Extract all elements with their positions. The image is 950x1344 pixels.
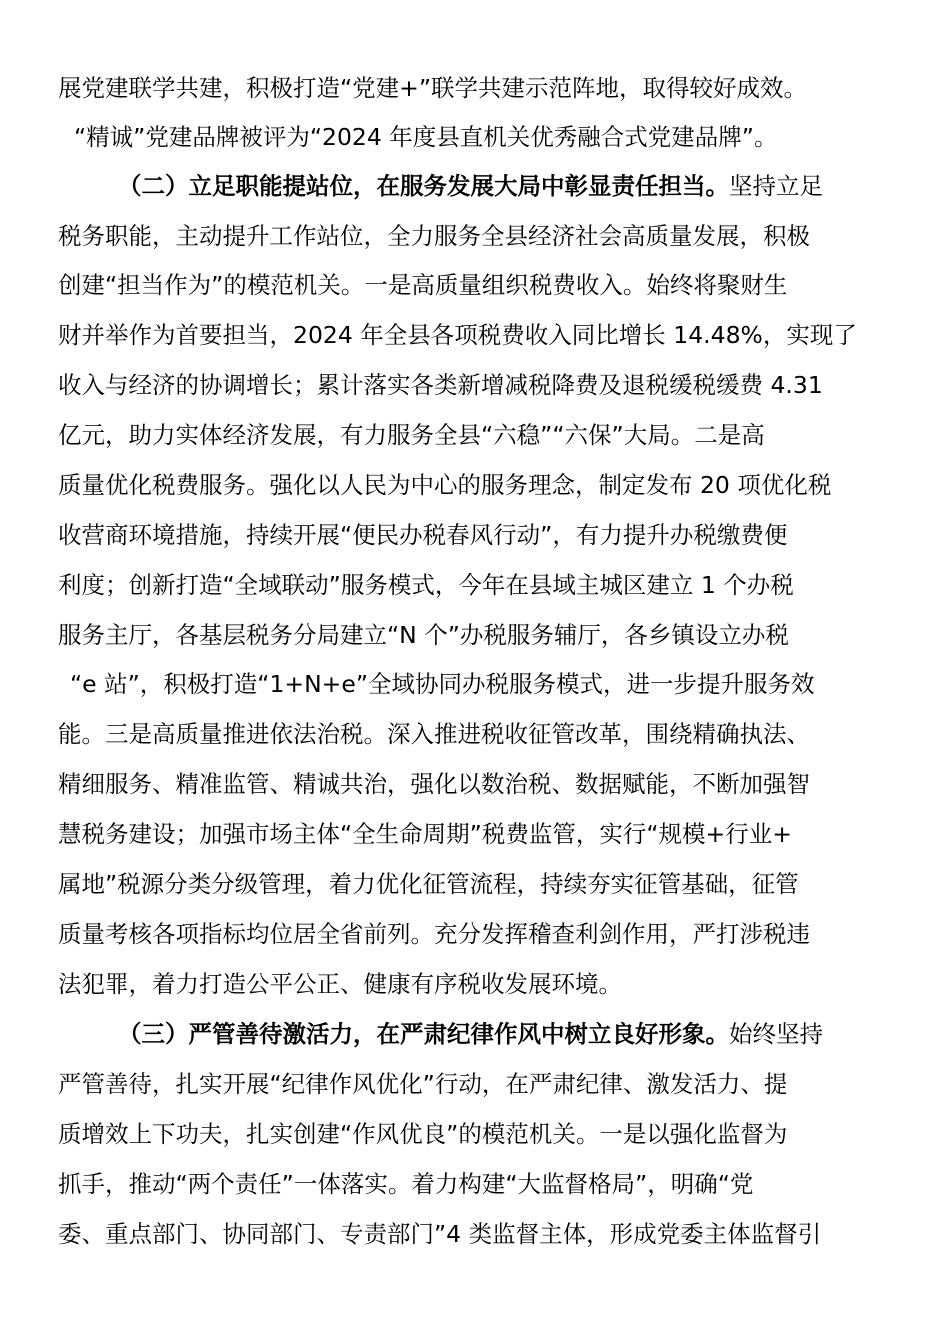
text-line: 收营商环境措施，持续开展“便民办税春风行动”，有力提升办税缴费便 xyxy=(58,521,788,549)
text-line: 严管善待，扎实开展“纪律作风优化”行动，在严肃纪律、激发活力、提 xyxy=(58,1070,788,1098)
text-line: 质量优化税费服务。强化以人民为中心的服务理念，制定发布 20 项优化税 xyxy=(58,471,832,499)
text-run: 始终坚持 xyxy=(729,1020,823,1048)
text-line: “精诚”党建品牌被评为“2024 年度县直机关优秀融合式党建品牌”。 xyxy=(74,123,778,151)
text-line: 法犯罪，着力打造公平公正、健康有序税收发展环境。 xyxy=(58,970,622,998)
section-heading-line xyxy=(118,1014,898,1054)
text-line: 亿元，助力实体经济发展，有力服务全县“六稳”“六保”大局。二是高 xyxy=(58,421,765,449)
text-line: “e 站”，积极打造“1+N+e”全域协同办税服务模式，进一步提升服务效 xyxy=(70,670,815,698)
text-line: 属地”税源分类分级管理，着力优化征管流程，持续夯实征管基础，征管 xyxy=(58,870,799,898)
text-line: 质增效上下功夫，扎实创建“作风优良”的模范机关。一是以强化监督为 xyxy=(58,1120,788,1148)
text-line: 精细服务、精准监管、精诚共治，强化以数治税、数据赋能，不断加强智 xyxy=(58,770,810,798)
text-line: 税务职能，主动提升工作站位，全力服务全县经济社会高质量发展，积极 xyxy=(58,222,810,250)
text-run: 坚持立足 xyxy=(729,172,823,200)
text-line: 能。三是高质量推进依法治税。深入推进税收征管改革，围绕精确执法、 xyxy=(58,720,810,748)
text-line: 展党建联学共建，积极打造“党建+”联学共建示范阵地，取得较好成效。 xyxy=(58,74,808,102)
text-line: 抓手，推动“两个责任”一体落实。着力构建“大监督格局”，明确“党 xyxy=(58,1170,754,1198)
text-line: 服务主厅，各基层税务分局建立“N 个”办税服务辅厅，各乡镇设立办税 xyxy=(58,621,789,649)
section-heading-line xyxy=(118,166,898,206)
text-line: 慧税务建设；加强市场主体“全生命周期”税费监管，实行“规模+行业+ xyxy=(58,820,792,848)
section-heading: （二）立足职能提站位，在服务发展大局中彰显责任担当。 xyxy=(118,172,729,200)
section-heading: （三）严管善待激活力，在严肃纪律作风中树立良好形象。 xyxy=(118,1020,729,1048)
text-line: 创建“担当作为”的模范机关。一是高质量组织税费收入。始终将聚财生 xyxy=(58,271,788,299)
text-line: 委、重点部门、协同部门、专责部门”4 类监督主体，形成党委主体监督引 xyxy=(58,1220,822,1248)
text-line: 收入与经济的协调增长；累计落实各类新增减税降费及退税缓税缓费 4.31 xyxy=(58,371,823,399)
text-line: 财并举作为首要担当，2024 年全县各项税费收入同比增长 14.48%，实现了 xyxy=(58,321,857,349)
text-line: 利度；创新打造“全域联动”服务模式，今年在县域主城区建立 1 个办税 xyxy=(58,571,794,599)
text-line: 质量考核各项指标均位居全省前列。充分发挥稽查利剑作用，严打涉税违 xyxy=(58,920,810,948)
